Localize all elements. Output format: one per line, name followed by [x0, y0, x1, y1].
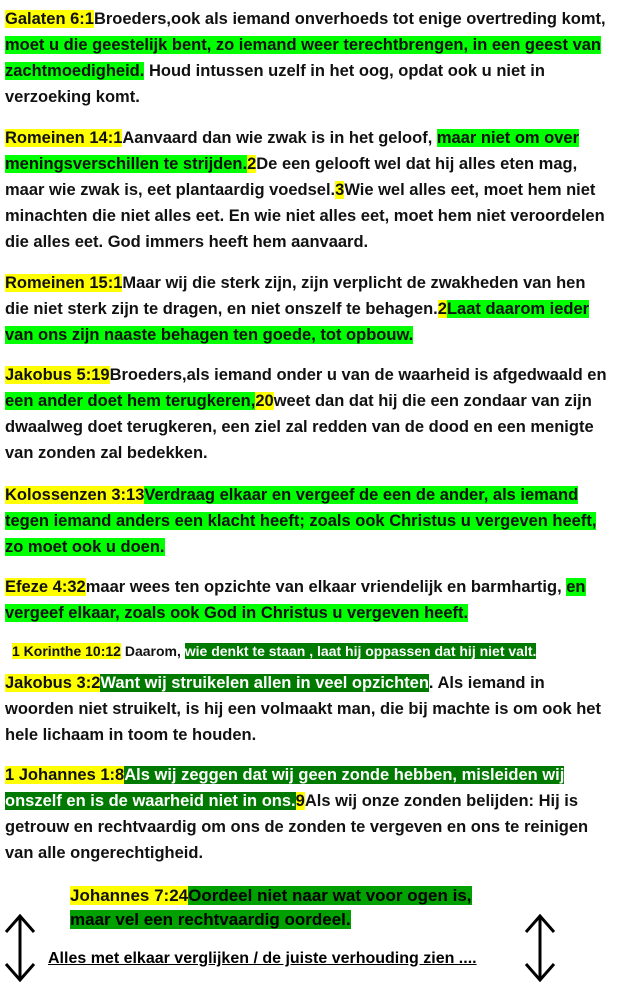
up-down-arrow-icon: [522, 912, 558, 984]
passage-1-johannes-1-8: [5, 762, 611, 866]
passage-1-korinthe-10-12: [12, 638, 618, 664]
highlighted-text: een ander doet hem terugkeren,: [5, 392, 256, 410]
highlighted-text: Laat daarom ieder van ons zijn naaste behagen ten goede, tot opbouw.: [5, 300, 590, 344]
passage-jakobus-3-2: [5, 670, 611, 748]
verse-reference: Jakobus 3:2: [5, 674, 101, 692]
verse-text: Broeders,als iemand onder u van de waarheid is afgedwaald en: [109, 366, 607, 384]
highlighted-text: Oordeel niet naar wat voor ogen is, maar vel een rechtvaardig oordeel.: [70, 886, 472, 929]
verse-text: Houd intussen uzelf in het oog, opdat ook u niet in verzoeking komt.: [5, 62, 545, 106]
verse-reference: Jakobus 5:19: [5, 366, 110, 384]
verse-reference: Efeze 4:32: [5, 578, 86, 596]
highlighted-text: maar niet om over meningsverschillen te strijden.: [5, 129, 580, 173]
highlighted-text: Als wij zeggen dat wij geen zonde hebben, misleiden wij onszelf en is de waarheid niet in ons.: [5, 766, 565, 810]
verse-number: 2: [247, 155, 257, 173]
verse-text: maar wees ten opzichte van elkaar vriendelijk en barmhartig,: [85, 578, 567, 596]
verse-number: 9: [295, 792, 305, 810]
verse-reference: Galaten 6:1: [5, 10, 94, 28]
verse-text: Wie wel alles eet, moet hem niet minachten die niet alles eet. En wie niet alles eet, moet hem niet veroordelen die alles eet. God immers heeft hem aanvaard.: [5, 181, 605, 251]
verse-text: Daarom,: [120, 643, 185, 659]
verse-number: 3: [335, 181, 345, 199]
verse-text: Broeders,ook als iemand onverhoeds tot enige overtreding komt,: [93, 10, 606, 28]
passage-kolossenzen-3-13: [5, 482, 611, 560]
verse-text: weet dan dat hij die een zondaar van zijn dwaalweg doet terugkeren, een ziel zal redden van de dood en een menigte van zonden zal bedekken.: [5, 392, 594, 462]
verse-text: Als wij onze zonden belijden: Hij is getrouw en rechtvaardig om ons de zonden te vergeven en ons te reinigen van alle ongerechtigheid.: [5, 792, 589, 862]
verse-text: De een gelooft wel dat hij alles eten mag, maar wie zwak is, eet plantaardig voedsel.: [5, 155, 578, 199]
passage-jakobus-5-19: [5, 362, 611, 466]
verse-reference: Romeinen 15:1: [5, 274, 123, 292]
highlighted-text: wie denkt te staan , laat hij oppassen dat hij niet valt.: [184, 643, 537, 659]
highlighted-text: moet u die geestelijk bent, zo iemand weer terechtbrengen, in een geest van zachtmoedigheid.: [5, 36, 601, 80]
passage-romeinen-14-1: [5, 125, 611, 255]
verse-reference: Johannes 7:24: [70, 886, 189, 905]
up-down-arrow-icon: [2, 912, 38, 984]
passage-romeinen-15-1: [5, 270, 611, 348]
highlighted-text: Verdraag elkaar en vergeef de een de ander, als iemand tegen iemand anders een klacht heeft; zoals ook Christus u vergeven heeft, zo moet ook u doen.: [5, 486, 597, 556]
verse-reference: 1 Korinthe 10:12: [12, 643, 121, 659]
verse-reference: Romeinen 14:1: [5, 129, 123, 147]
verse-number: 20: [255, 392, 274, 410]
verse-text: Aanvaard dan wie zwak is in het geloof,: [122, 129, 437, 147]
passage-galaten-6-1: [5, 6, 611, 110]
passage-johannes-7-24: [70, 884, 490, 932]
footer-note: Alles met elkaar verglijken / de juiste verhouding zien ....: [48, 950, 477, 967]
verse-number: 2: [437, 300, 447, 318]
verse-reference: 1 Johannes 1:8: [5, 766, 125, 784]
highlighted-text: Want wij struikelen allen in veel opzichten: [100, 674, 429, 692]
verse-text: Maar wij die sterk zijn, zijn verplicht de zwakheden van hen die niet sterk zijn te dragen, en niet onszelf te behagen.: [5, 274, 586, 318]
passage-efeze-4-32: [5, 574, 611, 626]
verse-text: . Als iemand in woorden niet struikelt, is hij een volmaakt man, die bij machte is om ook het hele lichaam in toom te houden.: [5, 674, 601, 744]
highlighted-text: en vergeef elkaar, zoals ook God in Christus u vergeven heeft.: [5, 578, 586, 622]
verse-reference: Kolossenzen 3:13: [5, 486, 145, 504]
